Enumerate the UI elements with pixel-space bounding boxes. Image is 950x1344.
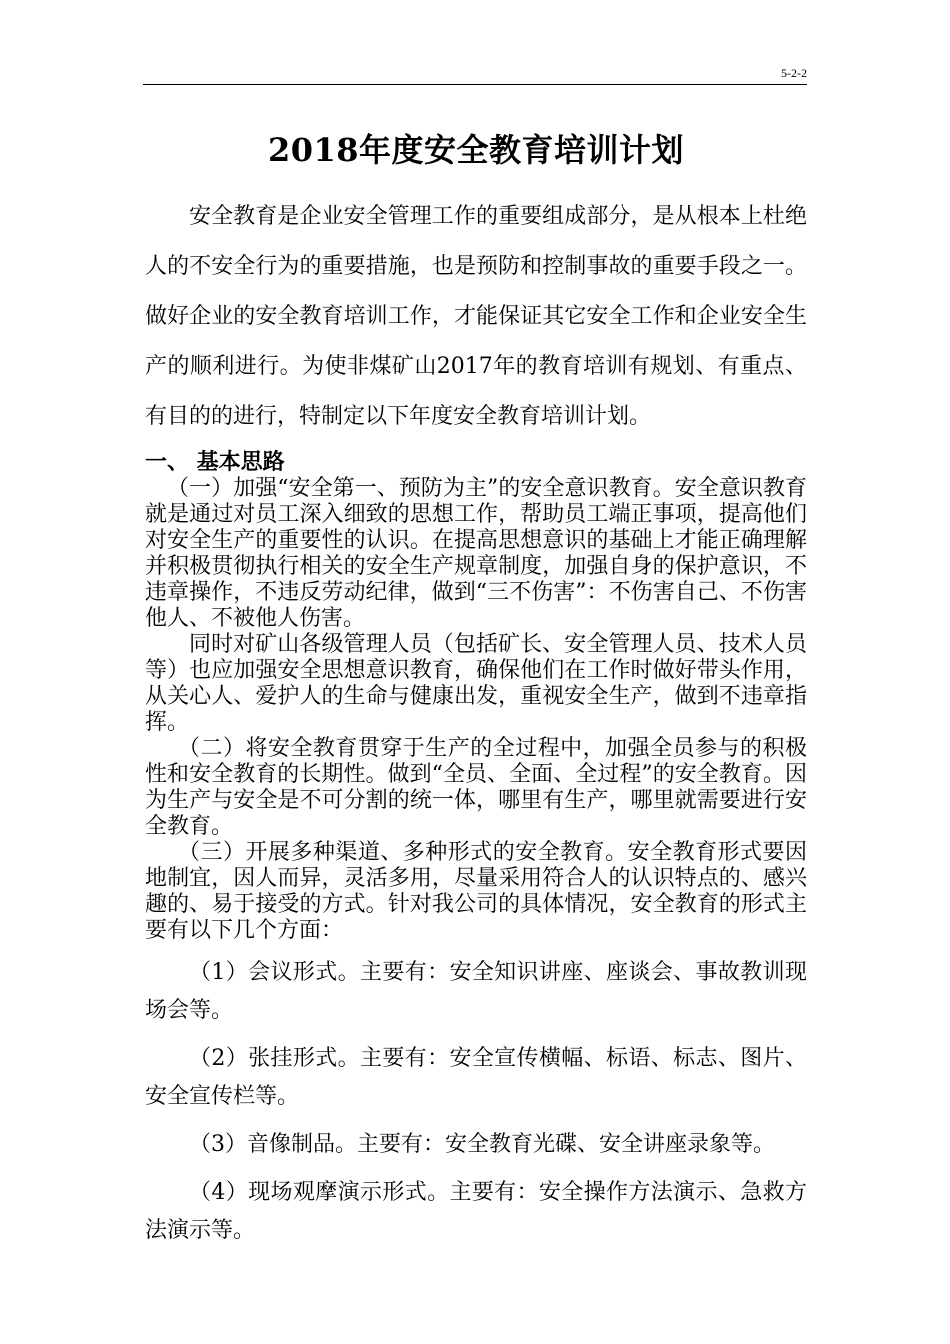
paragraph-management-staff: 同时对矿山各级管理人员（包括矿长、安全管理人员、技术人员等）也应加强安全思想意识教育，确保他们在工作时做好带头作用，从关心人、爱护人的生命与健康出发，重视安全生产，做到不违章指挥。 — [145, 632, 807, 735]
paragraph-multiple-forms: （三）开展多种渠道、多种形式的安全教育。安全教育形式要因地制宜，因人而异，灵活多用，尽量采用符合人的认识特点的、感兴趣的、易于接受的方式。针对我公司的具体情况，安全教育的形式主要有以下几个方面： — [145, 840, 807, 943]
list-item-meeting-form: （1）会议形式。主要有：安全知识讲座、座谈会、事故教训现场会等。 — [145, 960, 807, 1023]
list-item-audio-video: （3）音像制品。主要有：安全教育光碟、安全讲座录象等。 — [189, 1132, 775, 1157]
section-heading-basic-ideas: 一、 基本思路 — [145, 449, 285, 475]
document-body — [145, 122, 807, 1250]
intro-paragraph: 安全教育是企业安全管理工作的重要组成部分，是从根本上杜绝人的不安全行为的重要措施，也是预防和控制事故的重要手段之一。做好企业的安全教育培训工作，才能保证其它安全工作和企业安全生产的顺利进行。为使非煤矿山2017年的教育培训有规划、有重点、有目的的进行，特制定以下年度安全教育培训计划。 — [145, 204, 807, 429]
paragraph-safety-awareness: （一）加强“安全第一、预防为主”的安全意识教育。安全意识教育就是通过对员工深入细致的思想工作，帮助员工端正事项，提高他们对安全生产的重要性的认识。在提高思想意识的基础上才能正确理解并积极贯彻执行相关的安全生产规章制度，加强自身的保护意识，不违章操作，不违反劳动纪律，做到“三不伤害”：不伤害自己、不伤害他人、不被他人伤害。 — [145, 476, 807, 631]
header-divider — [143, 84, 807, 85]
list-item-posting-form: （2）张挂形式。主要有：安全宣传横幅、标语、标志、图片、安全宣传栏等。 — [145, 1046, 807, 1109]
document-code: 5-2-2 — [781, 66, 807, 80]
page-title: 2018年度安全教育培训计划 — [267, 131, 685, 169]
paragraph-whole-process: （二）将安全教育贯穿于生产的全过程中，加强全员参与的积极性和安全教育的长期性。做到“全员、全面、全过程”的安全教育。因为生产与安全是不可分割的统一体，哪里有生产，哪里就需要进行安全教育。 — [145, 736, 807, 839]
list-item-onsite-demo: （4）现场观摩演示形式。主要有：安全操作方法演示、急救方法演示等。 — [145, 1180, 807, 1243]
